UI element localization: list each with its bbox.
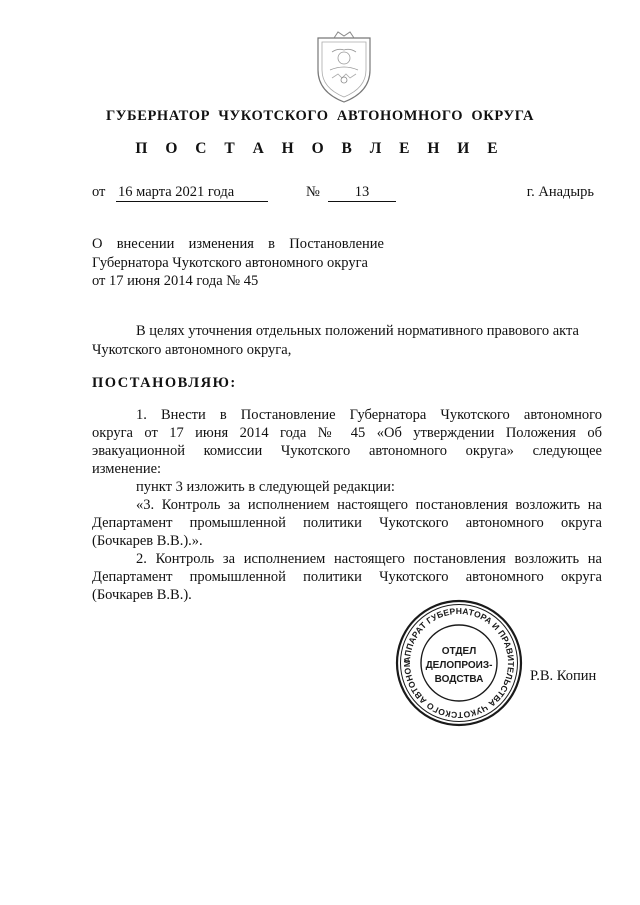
- document-meta-row: [92, 184, 594, 204]
- preamble-line: В целях уточнения отдельных положений нормативного правового акта: [136, 323, 579, 339]
- body-line: округа от 17 июня 2014 года № 45 «Об утверждении Положения об: [92, 425, 602, 441]
- body-line: Департамент промышленной политики Чукотского автономного округа: [92, 515, 602, 531]
- issuer-title: ГУБЕРНАТОР ЧУКОТСКОГО АВТОНОМНОГО ОКРУГА: [105, 108, 535, 124]
- body-line: «3. Контроль за исполнением настоящего постановления возложить на: [136, 497, 602, 513]
- stamp-center-line: ДЕЛОПРОИЗ-: [425, 660, 493, 671]
- body-line: 1. Внести в Постановление Губернатора Чукотского автономного: [136, 407, 602, 423]
- stamp-center-line: ОТДЕЛ: [441, 646, 477, 657]
- document-subject: [92, 235, 384, 291]
- body-line: 2. Контроль за исполнением настоящего постановления возложить на: [136, 551, 602, 567]
- body-line: пункт 3 изложить в следующей редакции:: [136, 479, 395, 495]
- body-line: эвакуационной комиссии Чукотского автономного округа» следующее: [92, 443, 602, 459]
- subject-line: от 17 июня 2014 года № 45: [92, 273, 259, 289]
- body-line: изменение:: [92, 461, 162, 477]
- coat-of-arms-emblem: [312, 30, 376, 104]
- body-line: (Бочкарев В.В.).: [92, 587, 192, 603]
- stamp-ring-text: АППАРАТ ГУБЕРНАТОРА И ПРАВИТЕЛЬСТВА ЧУКОТСКОГО АВТОНОМ: [401, 605, 517, 721]
- resolve-heading: ПОСТАНОВЛЯЮ:: [92, 375, 237, 391]
- subject-line: О внесении изменения в Постановление: [92, 236, 384, 252]
- stamp-center-line: ВОДСТВА: [434, 674, 484, 685]
- document-type: П О С Т А Н О В Л Е Н И Е: [135, 140, 505, 157]
- preamble-line: Чукотского автономного округа,: [92, 341, 292, 358]
- date-from-label: от: [92, 184, 106, 200]
- document-number: 13: [328, 184, 396, 202]
- number-sign: №: [306, 184, 320, 200]
- document-place: г. Анадырь: [526, 184, 594, 200]
- document-body: [92, 406, 602, 604]
- signatory-name: Р.В. Копин: [530, 668, 597, 684]
- body-line: (Бочкарев В.В.).».: [92, 533, 203, 549]
- document-date: 16 марта 2021 года: [116, 184, 268, 202]
- preamble: [92, 322, 602, 359]
- body-line: Департамент промышленной политики Чукотского автономного округа: [92, 569, 602, 585]
- official-stamp: [394, 598, 524, 728]
- subject-line: Губернатора Чукотского автономного округа: [92, 254, 368, 271]
